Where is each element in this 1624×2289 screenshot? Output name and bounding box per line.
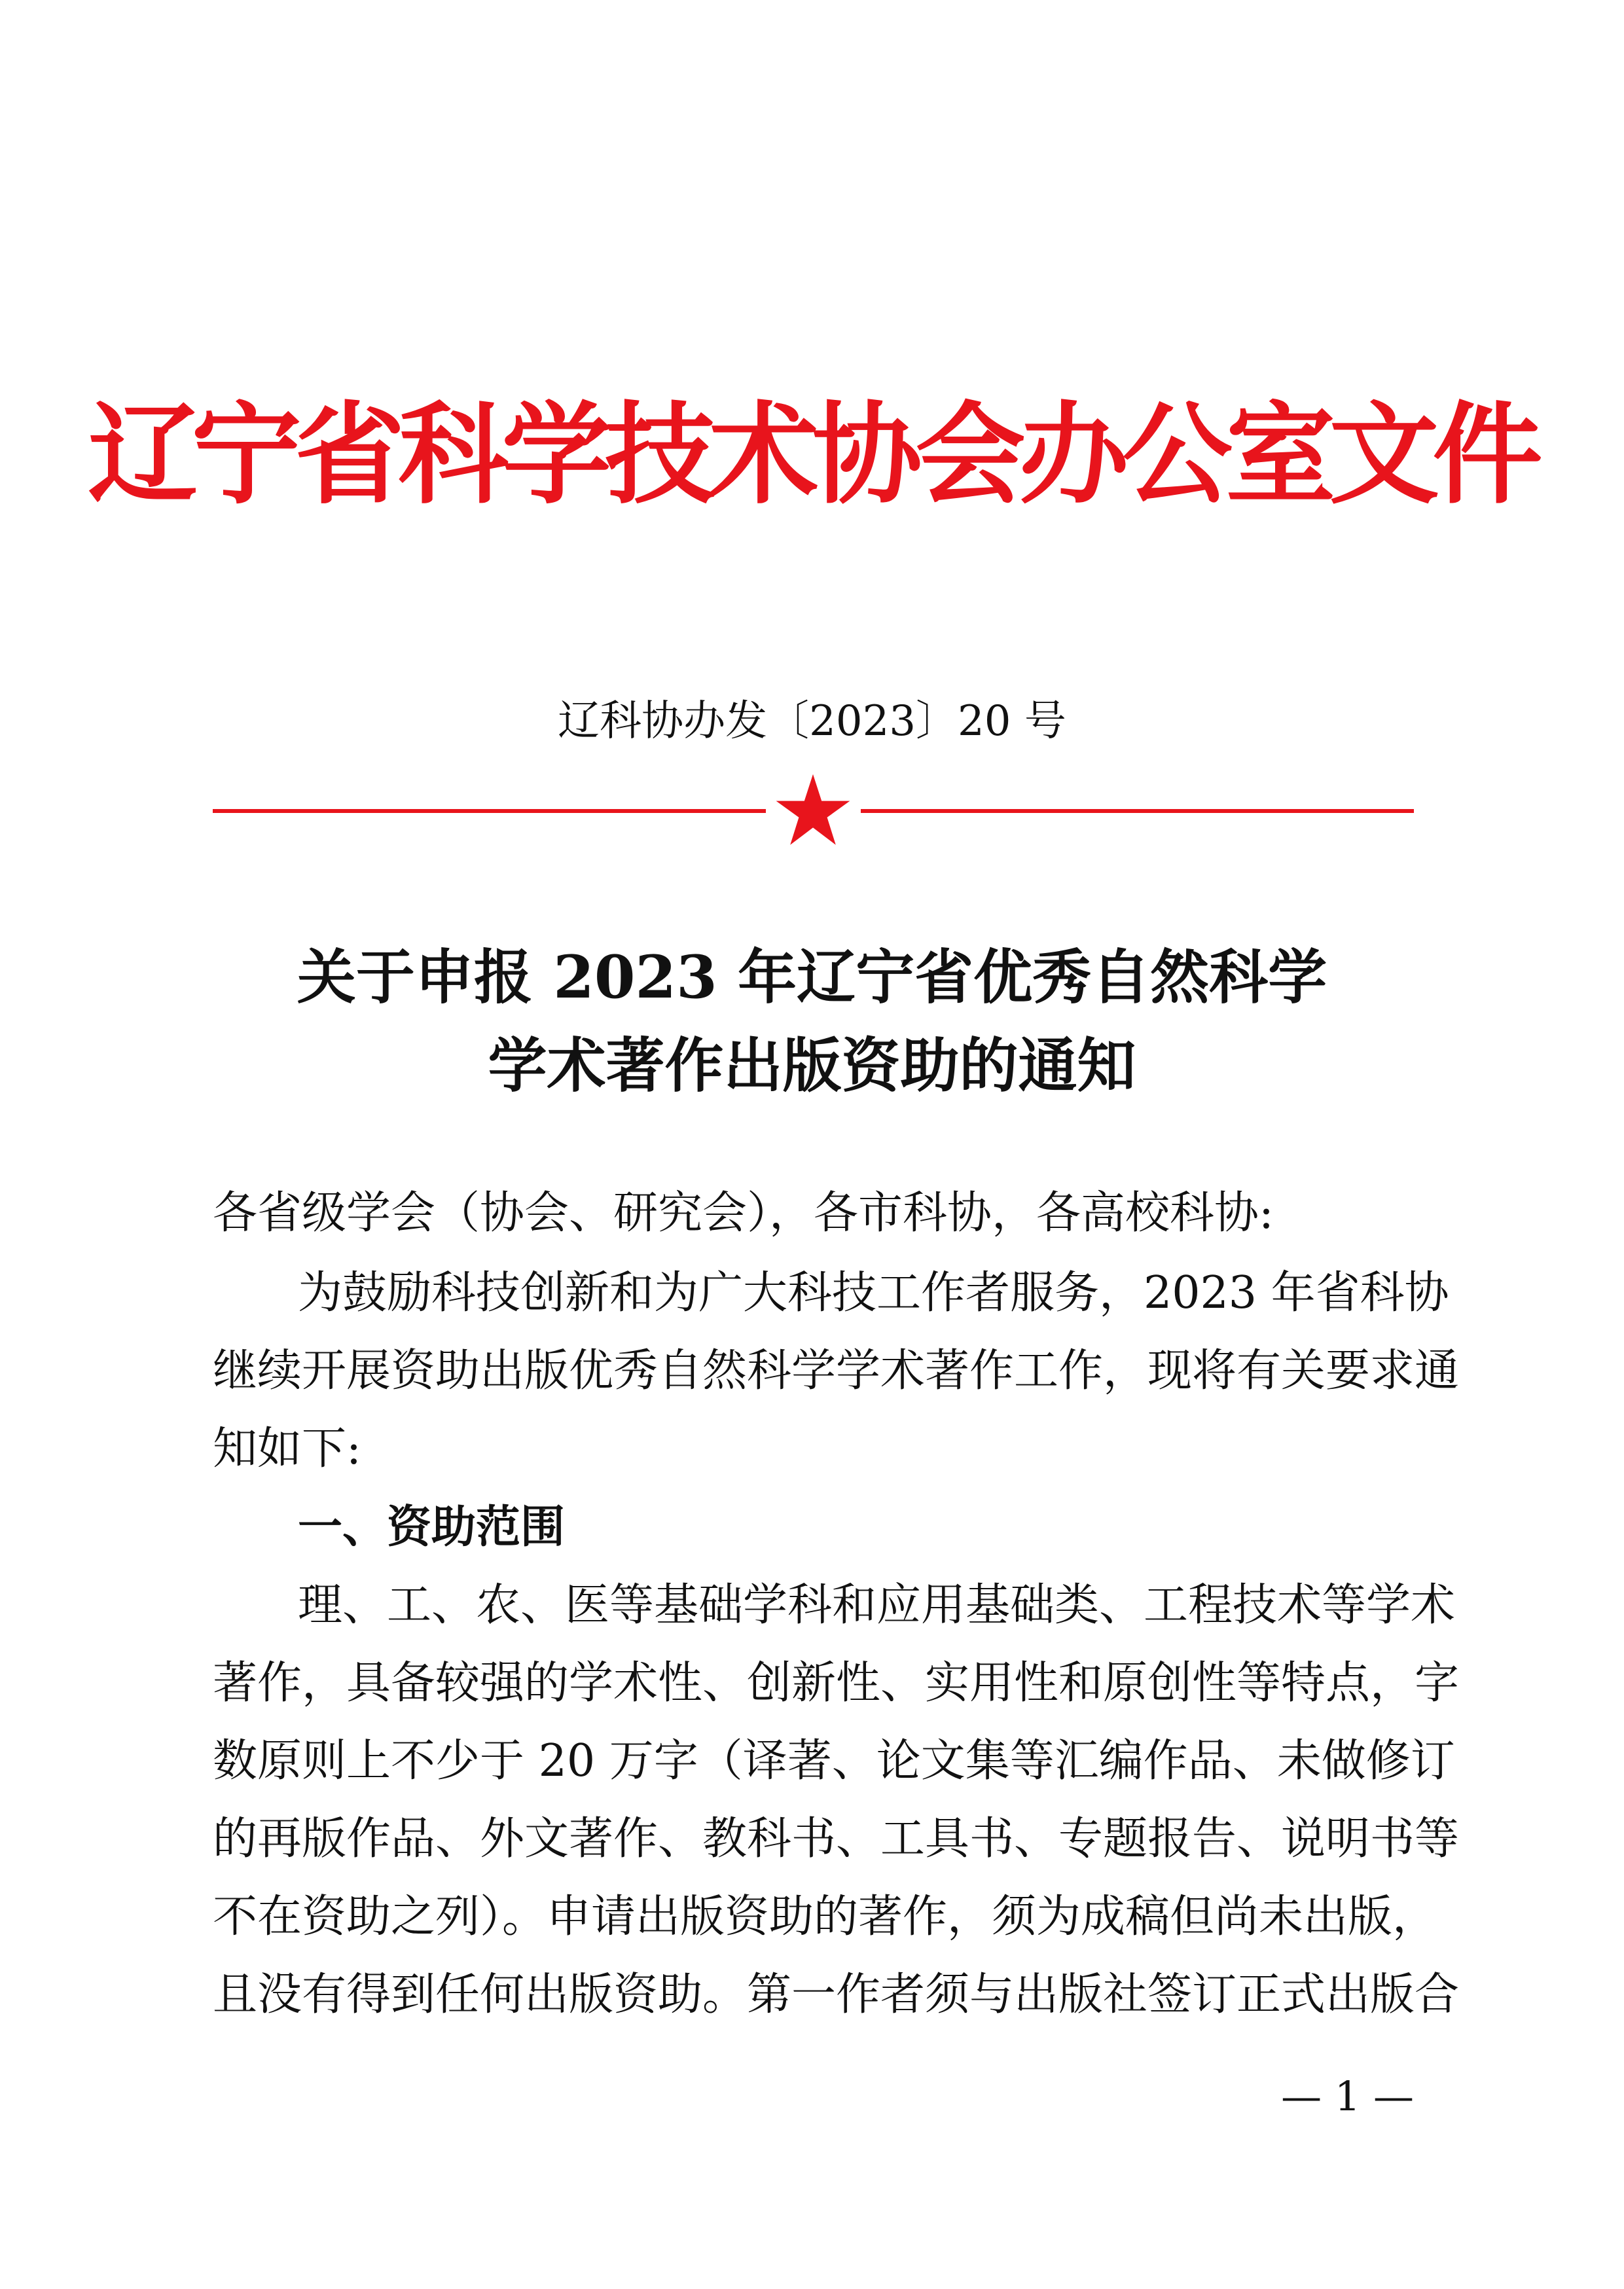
section-line-3: 数原则上不少于 20 万字（译著、论文集等汇编作品、未做修订	[213, 1735, 1455, 1787]
red-star-icon	[774, 771, 852, 850]
notice-title-line-1: 关于申报 2023 年辽宁省优秀自然科学	[297, 943, 1327, 1012]
red-rule-left	[213, 809, 766, 813]
issuer-header: 辽宁省科学技术协会办公室文件	[88, 389, 1536, 519]
section-line-6: 且没有得到任何出版资助。第一作者须与出版社签订正式出版合	[213, 1969, 1460, 2021]
intro-line-1: 为鼓励科技创新和为广大科技工作者服务，2023 年省科协	[298, 1267, 1449, 1319]
section-line-1: 理、工、农、医等基础学科和应用基础类、工程技术等学术	[298, 1579, 1456, 1631]
page-number: — 1 —	[1281, 2072, 1414, 2120]
intro-line-2: 继续开展资助出版优秀自然科学学术著作工作，现将有关要求通	[213, 1345, 1460, 1397]
intro-line-3: 知如下:	[213, 1423, 361, 1475]
notice-title-line-2: 学术著作出版资助的通知	[488, 1031, 1136, 1100]
document-number: 辽科协办发〔2023〕20 号	[558, 697, 1066, 746]
salutation: 各省级学会（协会、研究会），各市科协，各高校科协:	[213, 1187, 1274, 1239]
section-heading: 一、资助范围	[298, 1502, 566, 1553]
red-rule-right	[861, 809, 1414, 813]
section-line-5: 不在资助之列）。申请出版资助的著作，须为成稿但尚未出版，	[213, 1891, 1437, 1943]
section-line-2: 著作，具备较强的学术性、创新性、实用性和原创性等特点，字	[213, 1657, 1460, 1709]
section-line-4: 的再版作品、外文著作、教科书、工具书、专题报告、说明书等	[213, 1813, 1460, 1865]
